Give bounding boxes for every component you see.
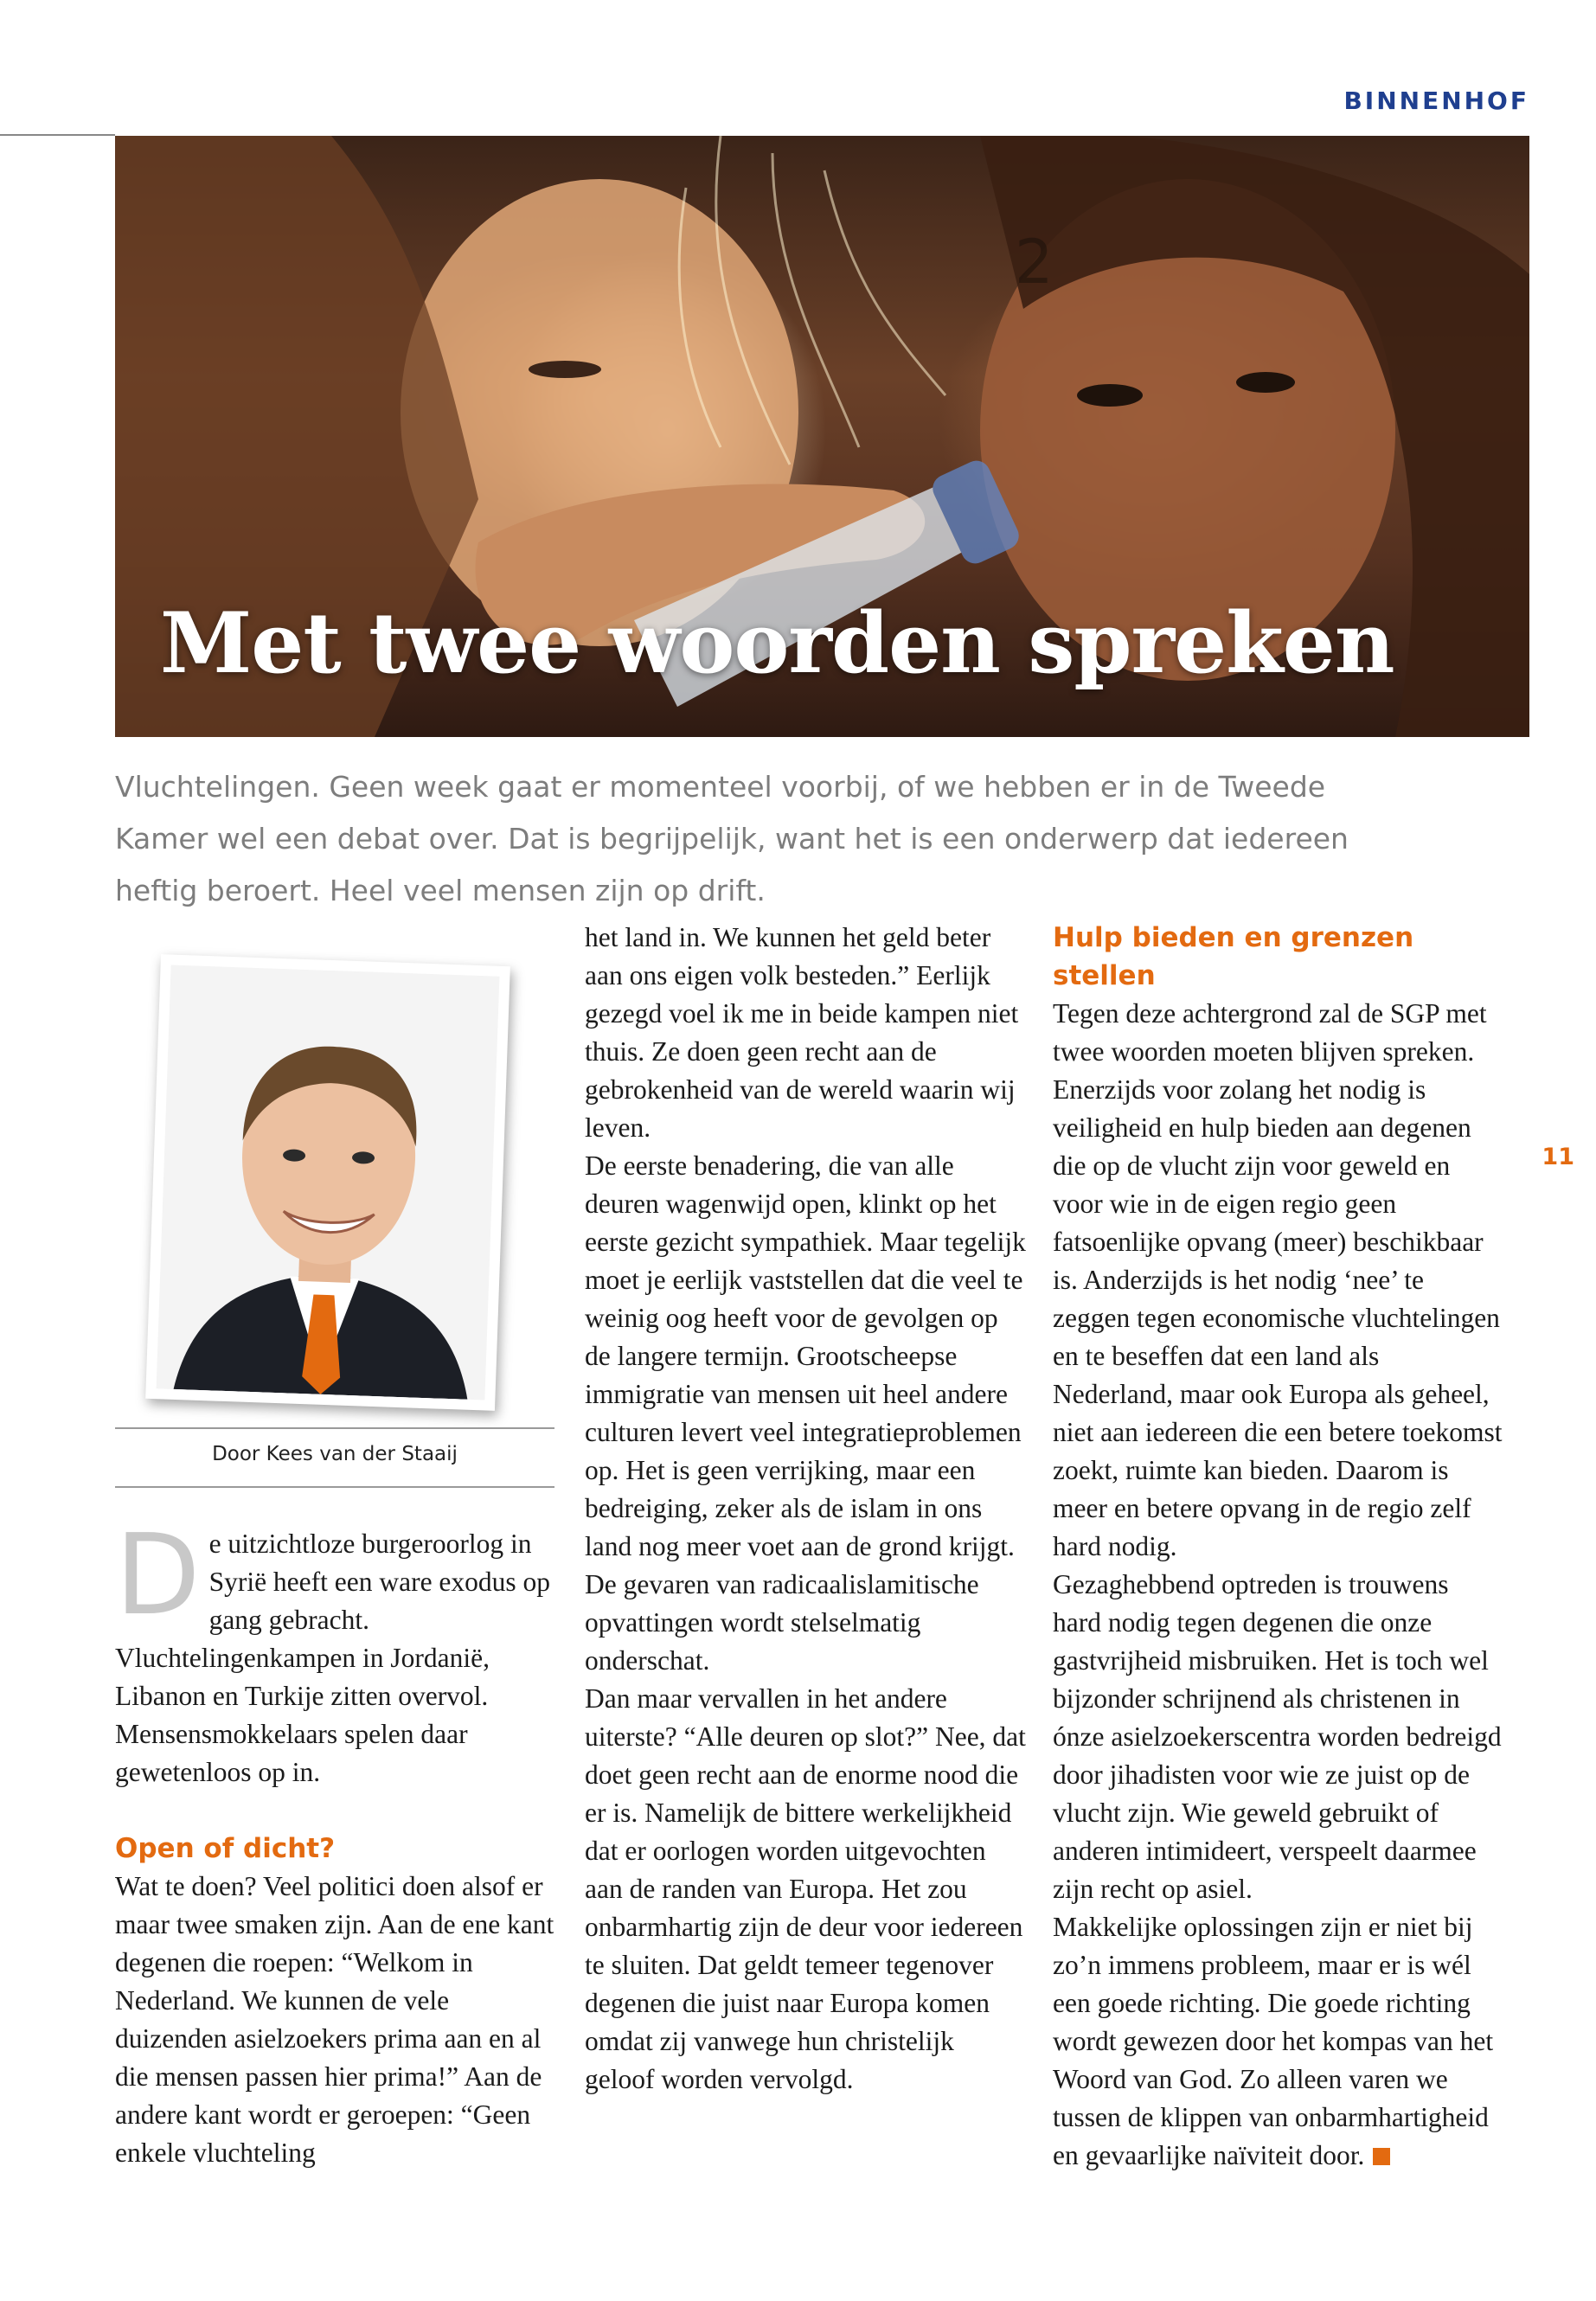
paragraph: het land in. We kunnen het geld beter aan ons eigen volk besteden.” Eerlijk gezegd voel ik me in beide kampen niet thuis. Ze doen geen recht aan de gebrokenheid van de wereld waarin wij leven. xyxy=(585,922,1019,1143)
author-portrait-illustration xyxy=(157,965,500,1400)
paragraph: Wat te doen? Veel politici doen alsof er maar twee smaken zijn. Aan de ene kant degenen die roepen: “Welkom in Nederland. We kunnen de vele duizenden asielzoekers prima aan en al die mensen passen hier prima!” Aan de andere kant wordt er geroepen: “Geen enkele vluchteling xyxy=(115,1871,554,2168)
byline-bottom-rule xyxy=(115,1486,554,1488)
end-mark-icon xyxy=(1373,2148,1390,2165)
right-eye-2 xyxy=(1236,372,1295,393)
forehead-number: 2 xyxy=(1015,227,1054,298)
drop-cap: D xyxy=(115,1511,201,1640)
author-photo xyxy=(145,954,510,1411)
lead-paragraph: Vluchtelingen. Geen week gaat er momenteel voorbij, of we hebben er in de Tweede Kamer wel een debat over. Dat is begrijpelijk, want het is een onderwerp dat iedereen heftig beroert. Heel veel mensen zijn op drift. xyxy=(115,770,1349,907)
intro-text: e uitzichtloze burgeroorlog in Syrië heeft een ware exodus op gang gebracht. Vluchtelingenkampen in Jordanië, Libanon en Turkije zitten overvol. Mensensmokkelaars spelen daar gewetenloos op in. xyxy=(115,1529,551,1787)
column-2 xyxy=(585,919,1028,2099)
paragraph: Tegen deze achtergrond zal de SGP met twee woorden moeten blijven spreken. Enerzijds voor zolang het nodig is veiligheid en hulp bieden aan degenen die op de vlucht zijn voor geweld en voor wie in de eigen regio geen fatsoenlijke opvang (meer) beschikbaar is. Anderzijds is het nodig ‘nee’ te zeggen tegen economische vluchtelingen en te beseffen dat een land als Nederland, maar ook Europa als geheel, niet aan iedereen die een betere toekomst zoekt, ruimte kan bieden. Daarom is meer en betere opvang in de regio zelf hard nodig. xyxy=(1053,998,1503,1561)
column-3 xyxy=(1053,919,1503,2175)
page-number: 11 xyxy=(1542,1144,1574,1170)
subheading-open-of-dicht: Open of dicht? xyxy=(115,1833,336,1864)
right-eye-1 xyxy=(1077,384,1143,407)
closing-text: Makkelijke oplossingen zijn er niet bij zo’n immens probleem, maar er is wél een goede richting. Die goede richting wordt gewezen door het kompas van het Woord van God. Zo alleen varen we tussen de klippen van onbarmhartigheid en gevaarlijke naïviteit door. xyxy=(1053,1912,1494,2170)
closing-paragraph xyxy=(1053,1908,1503,2175)
header-rule xyxy=(0,134,115,136)
section-label: BINNENHOF xyxy=(1343,87,1529,115)
subheading-hulp-bieden: Hulp bieden en grenzen stellen xyxy=(1053,922,1414,991)
paragraph: Gezaghebbend optreden is trouwens hard nodig tegen degenen die onze gastvrijheid misbruiken. Het is toch wel bijzonder schrijnend als christenen in ónze asielzoekerscentra worden bedreigd door jihadisten voor wie ze juist op de vlucht zijn. Wie geweld gebruikt of anderen intimideert, verspeelt daarmee zijn recht op asiel. xyxy=(1053,1569,1502,1904)
hero-image xyxy=(115,136,1529,737)
byline: Door Kees van der Staaij xyxy=(212,1443,458,1465)
article-title: Met twee woorden spreken xyxy=(160,594,1394,692)
paragraph: Dan maar vervallen in het andere uiterste? “Alle deuren op slot?” Nee, dat doet geen recht aan de enorme nood die er is. Namelijk de bittere werkelijkheid dat er oorlogen worden uitgevochten aan de randen van Europa. Het zou onbarmhartig zijn de deur voor iedereen te sluiten. Dat geldt temeer tegenover degenen die juist naar Europa komen omdat zij vanwege hun christelijk geloof worden vervolgd. xyxy=(585,1683,1026,2094)
byline-top-rule xyxy=(115,1427,554,1429)
paragraph: De eerste benadering, die van alle deuren wagenwijd open, klinkt op het eerste gezicht sympathiek. Maar tegelijk moet je eerlijk vaststellen dat die veel te weinig oog heeft voor de gevolgen op de langere termijn. Grootscheepse immigratie van mensen uit heel andere culturen levert veel integratieproblemen op. Het is geen verrijking, maar een bedreiging, zeker als de islam in ons land nog meer voet aan de grond krijgt. De gevaren van radicaalislamitische opvattingen wordt stelselmatig onderschat. xyxy=(585,1150,1026,1676)
intro-paragraph xyxy=(115,1511,556,1791)
left-eye xyxy=(529,361,601,378)
column-1 xyxy=(115,1511,556,2172)
